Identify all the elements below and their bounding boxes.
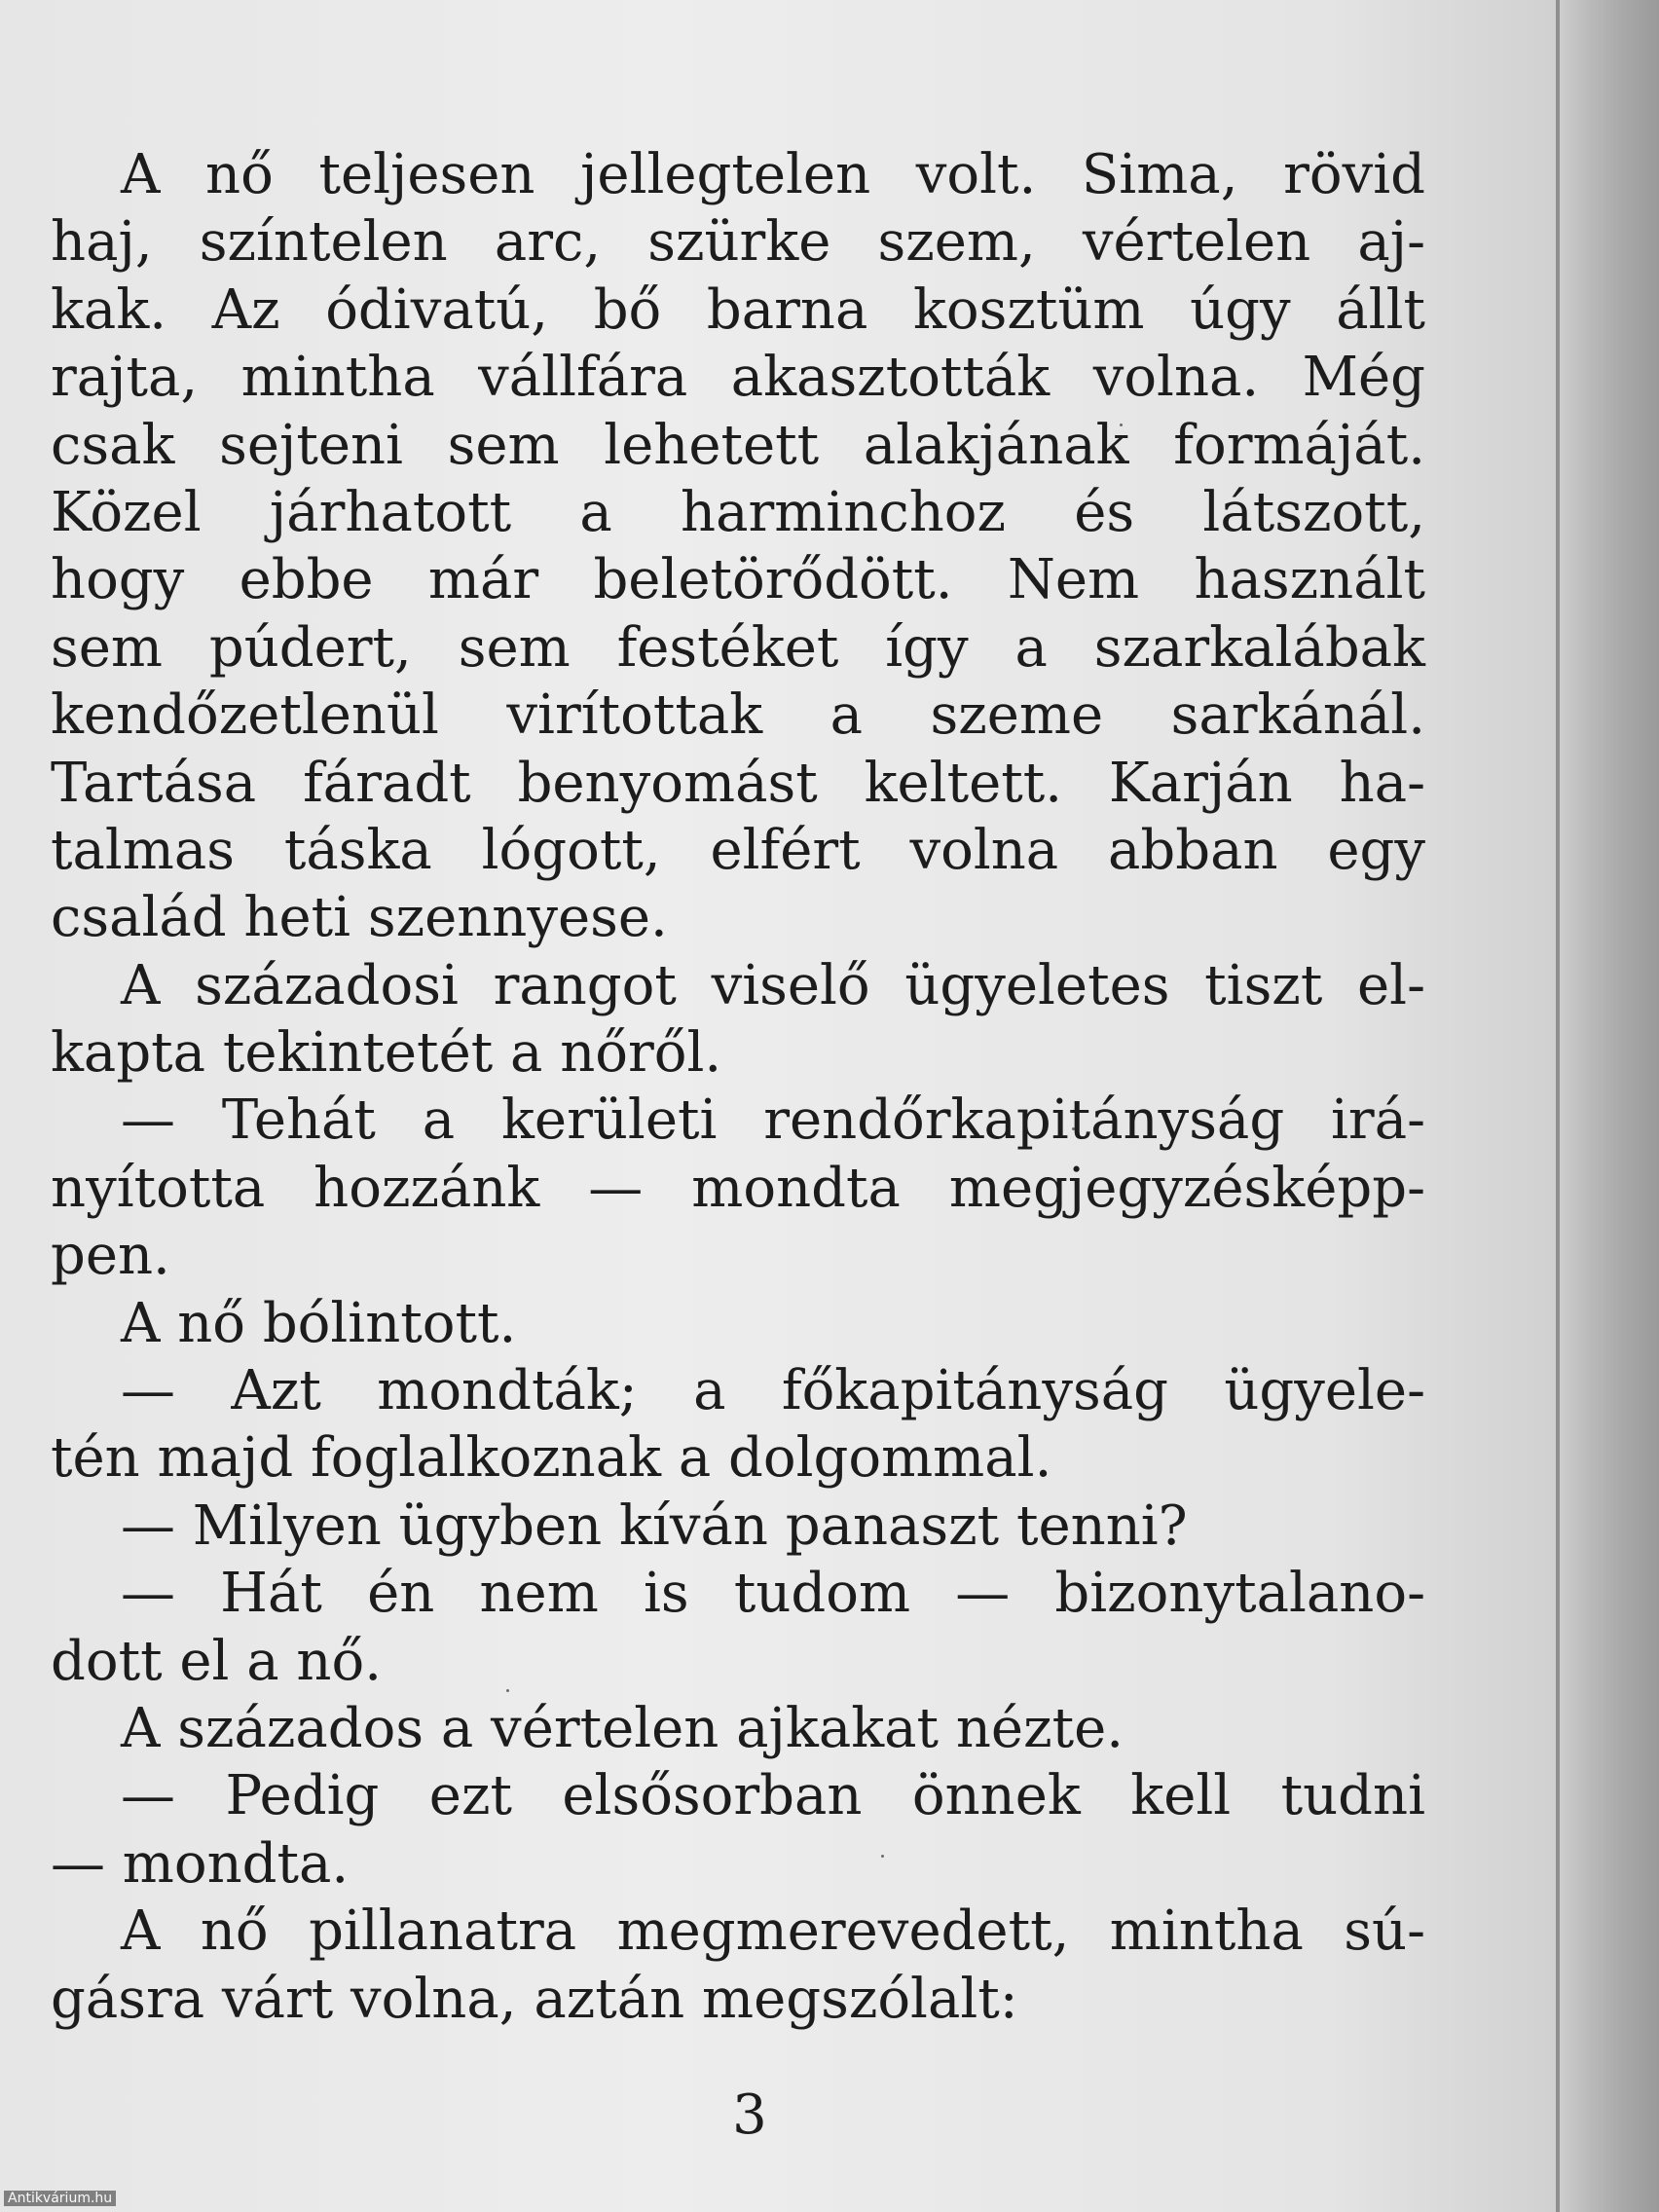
text-line: kapta tekintetét a nőről. — [51, 1021, 722, 1086]
text-line: A századosi rangot viselő ügyeletes tiszt el- — [121, 953, 1425, 1017]
text-line: hogy ebbe már beletörődött. Nem használt — [51, 548, 1425, 612]
text-line: kendőzetlenül virítottak a szeme sarkánál. — [51, 683, 1425, 748]
text-line: — Azt mondták; a főkapitányság ügyele- — [121, 1359, 1425, 1423]
text-line: tén majd foglalkoznak a dolgommal. — [51, 1426, 1052, 1491]
text-line: család heti szennyese. — [51, 886, 668, 950]
text-line: — Tehát a kerületi rendőrkapitányság irá- — [121, 1088, 1425, 1153]
text-line: csak sejteni sem lehetett alakjának formáját. — [51, 413, 1425, 477]
text-line: rajta, mintha vállfára akasztották volna. Még — [51, 346, 1425, 410]
text-line: sem púdert, sem festéket így a szarkalábak — [51, 615, 1425, 680]
text-line: gásra várt volna, aztán megszólalt: — [51, 1967, 1018, 2031]
text-line: kak. Az ódivatú, bő barna kosztüm úgy állt — [51, 277, 1425, 342]
text-line: A nő teljesen jellegtelen volt. Sima, rövid — [121, 143, 1425, 206]
watermark: Antikvárium.hu — [4, 2191, 116, 2206]
text-line: — mondta. — [51, 1831, 350, 1896]
text-line: talmas táska lógott, elfért volna abban egy — [51, 818, 1425, 882]
text-line: A nő pillanatra megmerevedett, mintha sú- — [121, 1899, 1425, 1964]
text-line: — Milyen ügyben kíván panaszt tenni? — [121, 1493, 1188, 1558]
text-line: A nő bólintott. — [121, 1291, 517, 1355]
text-line: nyította hozzánk — mondta megjegyzésképp- — [51, 1156, 1425, 1220]
text-line: Tartása fáradt benyomást keltett. Karján ha- — [51, 751, 1425, 815]
body-text — [51, 141, 1425, 2033]
text-line: Közel járhatott a harminchoz és látszott, — [51, 480, 1425, 544]
page-number: 3 — [732, 2083, 767, 2147]
text-line: dott el a nő. — [51, 1629, 382, 1693]
text-line: — Pedig ezt elsősorban önnek kell tudni — [121, 1764, 1425, 1828]
text-line: haj, színtelen arc, szürke szem, vértelen aj- — [51, 210, 1425, 275]
text-line: — Hát én nem is tudom — bizonytalano- — [121, 1562, 1425, 1626]
spine-edge-line — [1556, 0, 1560, 2212]
text-line: A százados a vértelen ajkakat nézte. — [121, 1696, 1124, 1760]
text-line: pen. — [51, 1224, 170, 1288]
book-spine-shadow — [1558, 0, 1659, 2212]
